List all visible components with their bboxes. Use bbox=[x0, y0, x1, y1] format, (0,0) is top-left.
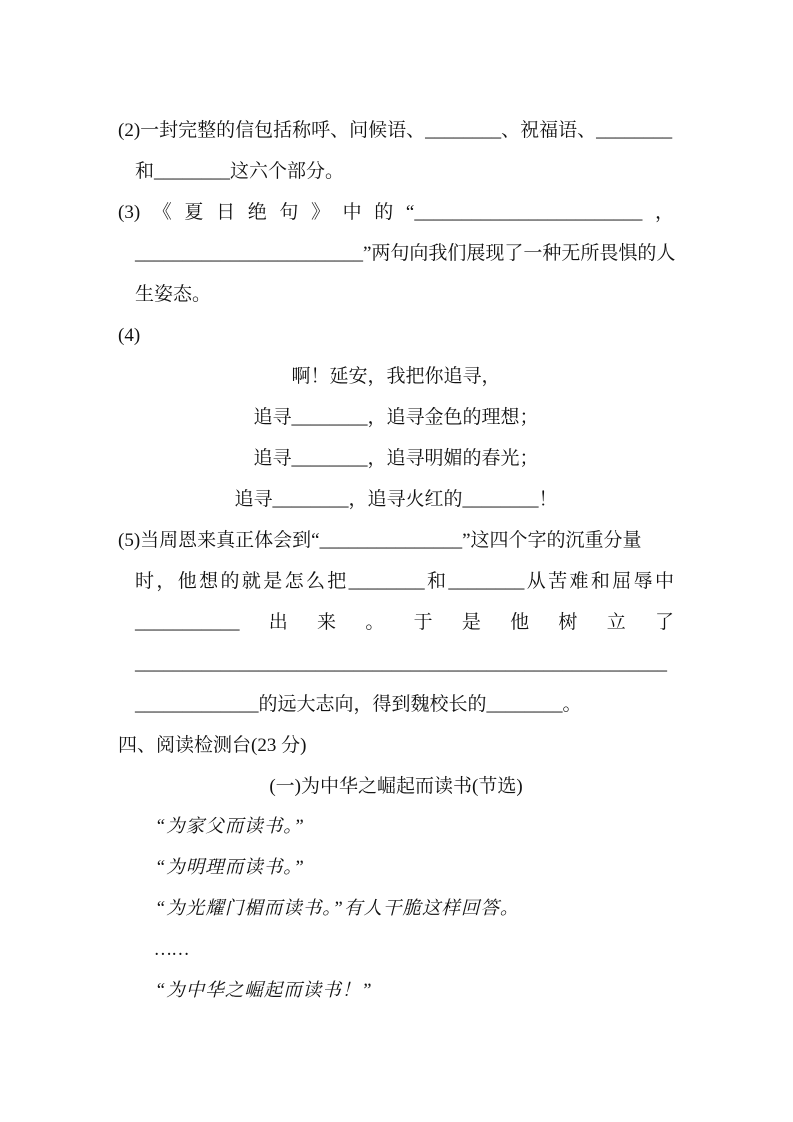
poem-line-1: 啊！延安，我把你追寻， bbox=[291, 366, 501, 387]
q5-line-2: 时，他想的就是怎么把________和________从苦难和屈辱中 bbox=[135, 571, 674, 592]
passage-title: (一)为中华之崛起而读书(节选) bbox=[269, 776, 523, 797]
passage-quote-4: “为中华之崛起而读书！” bbox=[155, 981, 373, 1001]
passage-quote-2: “为明理而读书。” bbox=[155, 858, 305, 878]
q5-answer-blank-line: ________________________________________________________ bbox=[135, 653, 667, 674]
exam-text-block bbox=[118, 110, 674, 1012]
q5-line-5: _____________的远大志向，得到魏校长的________。 bbox=[135, 694, 582, 715]
poem-line-4: 追寻________，追寻火红的________！ bbox=[234, 489, 558, 510]
q4-number-label: (4) bbox=[118, 325, 141, 346]
passage-quote-3: “为光耀门楣而读书。”有人干脆这样回答。 bbox=[155, 899, 520, 919]
section-4-header: 四、阅读检测台(23 分) bbox=[118, 735, 307, 756]
q5-line-1: (5)当周恩来真正体会到“_______________”这四个字的沉重分量 bbox=[118, 530, 642, 551]
q5-line-3: ___________出来。于是他树立了 bbox=[135, 612, 674, 633]
poem-line-3: 追寻________，追寻明媚的春光； bbox=[253, 448, 539, 469]
q2-line-1: (2)一封完整的信包括称呼、问候语、________、祝福语、________ bbox=[118, 120, 673, 141]
q3-line-1: (3)《夏日绝句》中的“________________________， bbox=[118, 202, 674, 223]
poem-line-2: 追寻________，追寻金色的理想； bbox=[253, 407, 539, 428]
passage-ellipsis: …… bbox=[155, 940, 190, 960]
q3-line-3: 生姿态。 bbox=[135, 284, 212, 305]
passage-quote-1: “为家父而读书。” bbox=[155, 817, 305, 837]
q3-line-2: ________________________”两句向我们展现了一种无所畏惧的人 bbox=[135, 243, 676, 264]
q2-line-2: 和________这六个部分。 bbox=[135, 161, 345, 182]
